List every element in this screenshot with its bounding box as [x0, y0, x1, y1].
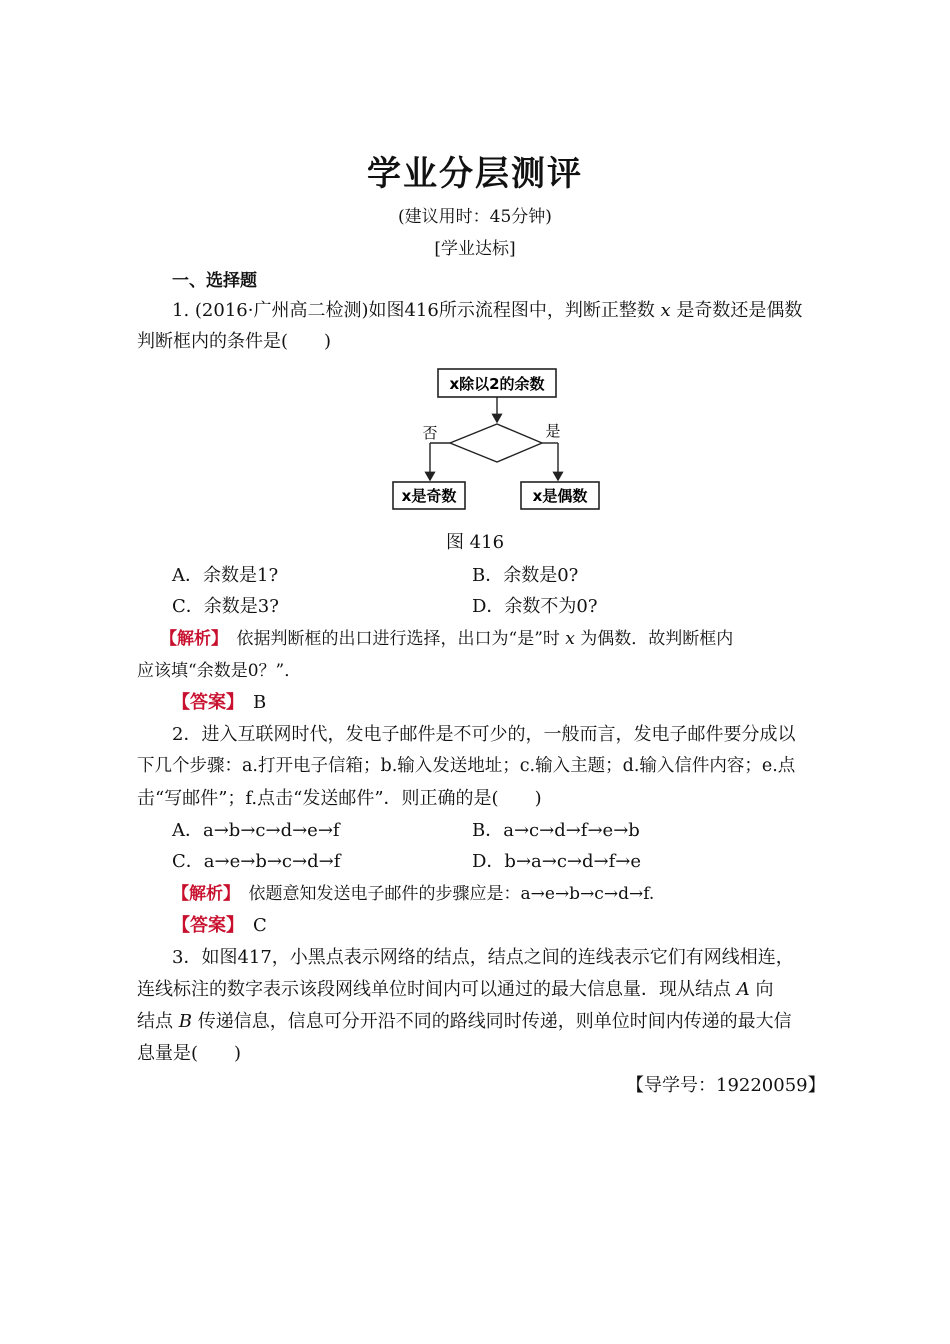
q2-answer: 【答案】 C: [172, 915, 267, 936]
q3-line1: 3．如图417，小黑点表示网络的结点，结点之间的连线表示它们有网线相连，: [172, 947, 794, 968]
q3-line3: 结点 B 传递信息，信息可分开沿不同的路线同时传递，则单位时间内传递的最大信: [137, 1011, 792, 1032]
section-heading: 一、选择题: [172, 271, 257, 291]
q2-option-b: B．a→c→d→f→e→b: [472, 820, 640, 841]
decision-diamond: [450, 424, 542, 462]
level-label: [学业达标]: [434, 239, 516, 259]
q2-option-a: A．a→b→c→d→e→f: [172, 820, 340, 841]
page-title: 学业分层测评: [367, 154, 583, 194]
q1-option-c: C．余数是3?: [172, 596, 279, 617]
q1-line2: 判断框内的条件是( ): [137, 331, 332, 352]
q2-line2: 下几个步骤：a.打开电子信箱；b.输入发送地址；c.输入主题；d.输入信件内容；e.点: [137, 756, 796, 776]
analysis-tag: 【解析】: [172, 884, 232, 904]
process-box-label: x除以2的余数: [449, 375, 545, 393]
q1-analysis-line2: 应该填“余数是0？”．: [137, 661, 302, 681]
label-yes: 是: [545, 422, 561, 440]
q1-option-b: B．余数是0?: [472, 565, 579, 586]
q2-option-c: C．a→e→b→c→d→f: [172, 851, 341, 872]
q1-option-d: D．余数不为0?: [472, 596, 598, 617]
q2-line1: 2．进入互联网时代，发电子邮件是不可少的，一般而言，发电子邮件要分成以: [172, 724, 796, 745]
odd-box-label: x是奇数: [401, 487, 457, 505]
guide-number: 【导学号：19220059】: [626, 1075, 826, 1096]
flowchart-416: [385, 366, 605, 516]
q2-analysis: 【解析】 依题意知发送电子邮件的步骤应是：a→e→b→c→d→f.: [172, 884, 655, 904]
time-hint: (建议用时：45分钟): [398, 207, 552, 227]
q2-option-d: D．b→a→c→d→f→e: [472, 851, 642, 872]
q2-line3: 击“写邮件”；f.点击“发送邮件”．则正确的是( ): [137, 788, 542, 809]
answer-tag: 【答案】: [172, 692, 235, 713]
q3-line2: 连线标注的数字表示该段网线单位时间内可以通过的最大信息量．现从结点 A 向: [137, 979, 774, 1000]
analysis-tag: 【解析】: [160, 629, 220, 649]
even-box-label: x是偶数: [532, 487, 588, 505]
q1-answer: 【答案】 B: [172, 692, 267, 713]
q1-option-a: A．余数是1?: [172, 565, 279, 586]
label-no: 否: [422, 424, 438, 442]
q1-analysis: 【解析】 依据判断框的出口进行选择，出口为“是”时 x 为偶数．故判断框内: [160, 629, 734, 649]
q3-line4: 息量是( ): [137, 1043, 242, 1064]
figure-caption-416: 图 416: [445, 532, 505, 553]
q1-line1: 1. (2016·广州高二检测)如图416所示流程图中，判断正整数 x 是奇数还是偶数: [172, 300, 803, 321]
answer-tag: 【答案】: [172, 915, 235, 936]
